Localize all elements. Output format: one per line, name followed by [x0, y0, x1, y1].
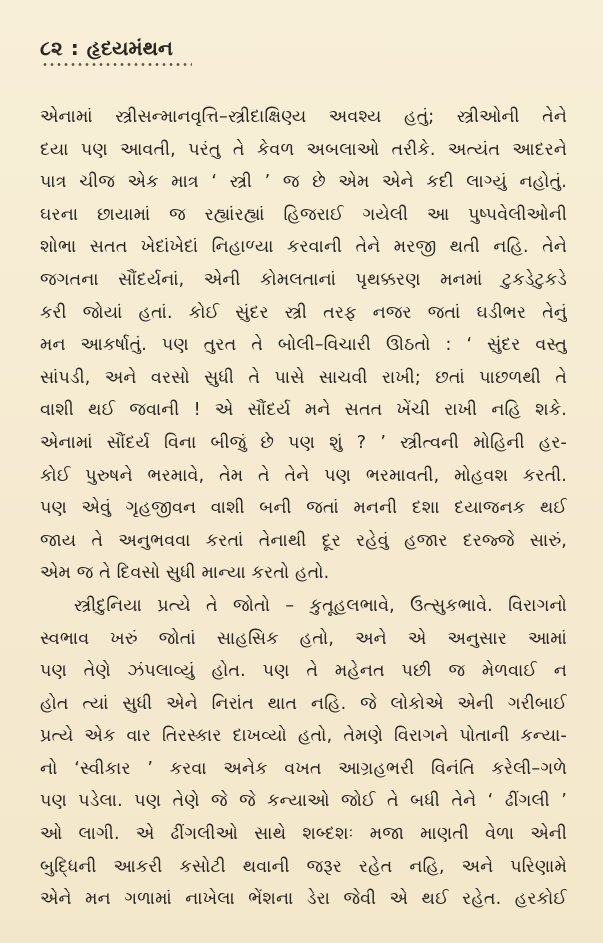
paragraph-line: મન આકર્ષાતું. પણ તુરત તે બોલી–વિચારી ઊઠતો : ‘ સુંદર વસ્તુ: [40, 335, 567, 356]
paragraph-line: સ્વભાવ ખરું જોતાં સાહસિક હતો, અને એ અનુસાર આમાં: [40, 628, 567, 649]
paragraph-line: એને મન ગળામાં નાખેલા ભેંશના ડેરા જેવી એ થઈ રહેત. હરકોઈ: [40, 889, 567, 910]
paragraph-line: નો ‘સ્વીકાર ’ કરવા અનેક વખત આગ્રહભરી વિનંતિ કરેલી–ગળે: [40, 758, 567, 779]
paragraph-line: ઓ લાગી. એ ઢીંગલીઓ સાથે શબ્દશઃ મજા માણતી વેળા એની: [40, 824, 567, 845]
header-separator: :: [70, 36, 79, 60]
paragraph-2: [40, 590, 567, 916]
paragraph-line: સ્ત્રીદુનિયા પ્રત્યે તે જોતો – કુતૂહલભાવે, ઉત્સુકભાવે. વિરાગનો: [74, 595, 567, 616]
paragraph-line: એમ જ તે દિવસો સુધી માન્યા કરતો હતો.: [40, 563, 330, 584]
paragraph-line: પાત્ર ચીજ એક માત્ર ‘ સ્ત્રી ’ જ છે એમ એને કદી લાગ્યું નહોતું.: [40, 172, 567, 193]
paragraph-line: જાય તે અનુભવવા કરતાં તેનાથી દૂર રહેવું હજાર દરજ્જે સારું,: [40, 530, 567, 551]
paragraph-line: દયા પણ આવતી, પરંતુ તે કેવળ અબલાઓ તરીકે. અત્યંત આદરને: [40, 139, 567, 160]
paragraph-line: વાશી થઈ જવાની ! એ સૌંદર્ય મને સતત ખેંચી રાખી નહિ શકે.: [40, 400, 567, 421]
running-head: [40, 36, 567, 60]
paragraph-line: પ્રત્યે એક વાર તિરસ્કાર દાખવ્યો હતો, તેમણે વિરાગને પોતાની કન્યા-: [40, 726, 567, 747]
book-title: હૃદયમંથન: [86, 36, 173, 60]
paragraph-1: [40, 101, 567, 590]
paragraph-line: કોઈ પુરુષને ભરમાવે, તેમ તે તેને પણ ભરમાવતી, મોહવશ કરતી.: [40, 465, 567, 486]
paragraph-line: બુદ્ધિની આકરી કસોટી થવાની જરૂર રહેત નહિ, અને પરિણામે: [40, 856, 567, 877]
paragraph-line: જગતના સૌંદર્યનાં, એની કોમલતાનાં પૃથક્કરણ મનમાં ટુકડેટુકડે: [40, 269, 567, 290]
header-ornament-rule: [42, 62, 192, 67]
paragraph-line: શોભા સતત ખેદાંખેદાં નિહાળ્યા કરવાની તેને મરજી થતી નહિ. તેને: [40, 237, 567, 258]
paragraph-line: ઘરના છાયામાં જ રહ્યાંરહ્યાં હિજરાઈ ગયેલી આ પુષ્પવેલીઓની: [40, 204, 567, 225]
page-number: ૮૨: [40, 36, 63, 60]
paragraph-line: સાંપડી, અને વરસો સુધી તે પાસે સાચવી રાખી; છતાં પાછળથી તે: [40, 367, 567, 388]
paragraph-line: કરી જોયાં હતાં. કોઈ સુંદર સ્ત્રી તરફ નજર જતાં ઘડીભર તેનું: [40, 302, 567, 323]
paragraph-line: એનામાં સ્ત્રીસન્માનવૃત્તિ–સ્ત્રીદાક્ષિણ્ય અવશ્ય હતું; સ્ત્રીઓની તેને: [40, 107, 567, 127]
paragraph-line: હોત ત્યાં સુધી એને નિરાંત થાત નહિ. જે લોકોએ એની ગરીબાઈ: [40, 693, 567, 714]
paragraph-line: પણ પડેલા. પણ તેણે જે જે કન્યાઓ જોઈ તે બધી તેને ‘ ઢીંગલી ’: [40, 791, 567, 812]
paragraph-line: પણ એવું ગૃહજીવન વાશી બની જતાં મનની દશા દયાજનક થઈ: [40, 498, 567, 519]
paragraph-line: એનામાં સૌંદર્ય વિના બીજું છે પણ શું ? ’ સ્ત્રીત્વની મોહિની હર-: [40, 432, 567, 453]
paragraph-line: પણ તેણે ઝંપલાવ્યું હોત. પણ તે મહેનત પછી જ મેળવાઈ ન: [40, 661, 567, 682]
